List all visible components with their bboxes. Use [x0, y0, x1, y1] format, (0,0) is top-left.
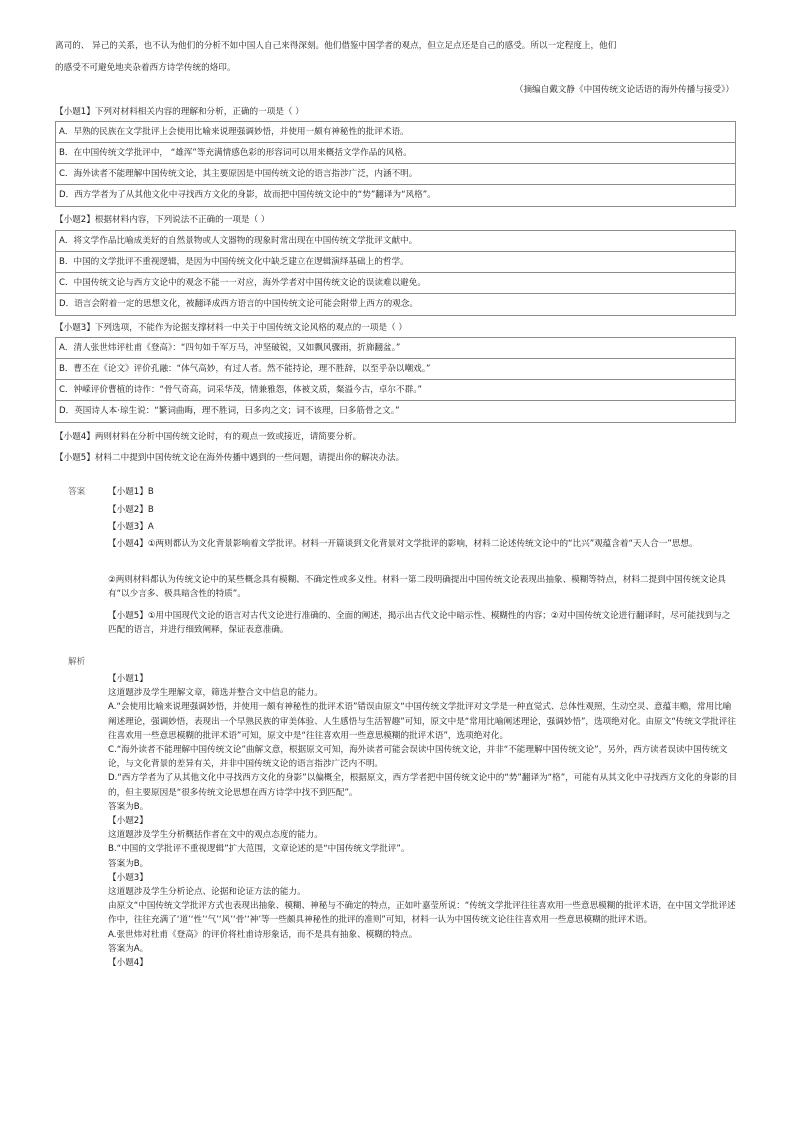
- question-1-options: [55, 121, 736, 207]
- question-1-stem: 【小题1】下列对材料相关内容的理解和分析，正确的一项是（ ）: [55, 107, 304, 117]
- analysis-line: C.“海外读者不能理解中国传统文论”曲解文意，根据原文可知，海外读者可能会误读中国传统文论，并非“不能理解中国传统文论”，另外，西方读者误读中国传统文论，与文化背景的差异有关，并非中国传统文论的语言指涉广泛内不明。: [108, 745, 728, 770]
- intro-line-2: 的感受不可避免地夹杂着西方诗学传统的烙印。: [55, 63, 236, 73]
- source-citation: （摘编自戴文静《中国传统文论话语的海外传播与接受》）: [514, 85, 734, 95]
- question-5-stem: 【小题5】材料二中提到中国传统文论在海外传播中遇到的一些问题，请提出你的解决办法。: [55, 453, 405, 463]
- answer-5: 【小题5】①用中国现代文论的语言对古代文论进行准确的、全面的阐述，揭示出古代文论中暗示性、模糊性的内容；②对中国传统文论进行翻译时，尽可能找到与之匹配的语言，并进行细致阐释，保证表意准确。: [108, 611, 731, 635]
- q1-option-c[interactable]: C．海外读者不能理解中国传统文论，其主要原因是中国传统文论的语言指涉广泛，内涵不明。: [56, 164, 735, 185]
- question-2-options: [55, 230, 736, 316]
- question-4-stem: 【小题4】两则材料在分析中国传统文论时，有的观点一致或接近，请简要分析。: [55, 432, 362, 442]
- analysis-line: 答案为B。: [108, 801, 149, 812]
- q2-option-c[interactable]: C．中国传统文论与西方文论中的观念不能一一对应，海外学者对中国传统文论的误读难以避免。: [56, 273, 735, 294]
- analysis-line: 【小题2】: [108, 816, 148, 827]
- question-3-options: [55, 337, 736, 423]
- answer-label: 答案: [68, 487, 86, 497]
- answer-2: 【小题2】B: [108, 505, 154, 515]
- intro-line-1: 离司的、 异己的关系，也不认为他们的分析不如中国人自己来得深刻。他们借鉴中国学者的观点，但立足点还是自己的感受。所以一定程度上，他们: [55, 41, 617, 51]
- analysis-line: D.“西方学者为了从其他文化中寻找西方文化的身影”以偏概全，根据原文，西方学者把中国传统文论中的“势”翻译为“格”，可能有从其文化中寻找西方文化的身影的目的，但主要原因是“很多传统文论思想在西方诗学中找不到匹配”。: [108, 773, 738, 798]
- analysis-line: 这道题涉及学生理解文章，筛选并整合文中信息的能力。: [108, 688, 323, 699]
- answer-3: 【小题3】A: [108, 522, 154, 532]
- q1-option-d[interactable]: D．西方学者为了从其他文化中寻找西方文化的身影，故而把中国传统文论中的“势”翻译为“风格”。: [59, 190, 436, 200]
- answer-4-part-1: 【小题4】①两则都认为文化背景影响着文学批评。材料一开篇谈到文化背景对文学批评的影响，材料二论述传统文论中的“比兴”观蕴含着“天人合一”思想。: [108, 539, 698, 549]
- q2-option-d[interactable]: D．语言会附着一定的思想文化，被翻译成西方语言的中国传统文论可能会附带上西方的观念。: [59, 299, 418, 309]
- analysis-line: 这道题涉及学生分析概括作者在文中的观点态度的能力。: [108, 830, 323, 841]
- analysis-line: A.“会使用比喻来说理强调妙悟，并使用一颇有神秘性的批评术语”错误由原文“中国传统文学批评对文学是一种直觉式、总体性观照，生动空灵、意蕴丰赡，常用比喻阐述理论，强调妙悟，表现出一个早熟民族的审美体验、人生感悟与生活智趣”可知，原文中是“常用比喻阐述理论，强调妙悟”，选项绝对化。由原文“传统文学批评往往喜欢用一些意思模糊的批评术语”可知，原文中是“往往喜欢用一些意思模糊的批评术语”，选项绝对化。: [108, 702, 736, 741]
- question-3-stem: 【小题3】下列选项，不能作为论据支撑材料一中关于中国传统文论风格的观点的一项是（ ）: [55, 323, 407, 333]
- analysis-line: 【小题1】: [108, 674, 148, 684]
- analysis-line: B.“中国的文学批评不重视逻辑”扩大范围，文章论述的是“中国传统文学批评”。: [108, 844, 410, 855]
- q3-option-d[interactable]: D．英国诗人本·琼生说：“繁词曲晦，理不胜词，曰多肉之文；词不该理，曰多筋骨之文。”: [59, 406, 400, 416]
- analysis-line: A.张世炜对杜甫《登高》的评价将杜甫诗形象话，而不是具有抽象、模糊的特点。: [108, 929, 418, 940]
- analysis-body: [108, 672, 738, 970]
- analysis-line: 【小题3】: [108, 872, 148, 883]
- answer-1: 【小题1】B: [108, 487, 154, 497]
- analysis-line: 【小题4】: [108, 958, 148, 969]
- analysis-line: 由原文“中国传统文学批评方式也表现出抽象、模糊、神秘与不确定的特点，正如叶嘉莹所说：“传统文学批评往往喜欢用一些意思模糊的批评术语，在中国文学批评述作中，往往充满了‘道’‘性’‘气’‘风’‘骨’‘神’等一些颇具神秘性的批评的准则”可知，材料一认为中国传统文论往往喜欢用一些意思模糊的批评术语。: [108, 901, 736, 926]
- q1-option-a[interactable]: A．早熟的民族在文学批评上会使用比喻来说理强调妙悟，并使用一颇有神秘性的批评术语。: [56, 122, 735, 143]
- q3-option-c[interactable]: C．钟嵘评价曹植的诗作：“骨气奇高，词采华茂，情兼雅怨，体被文质，粲溢今古，卓尔不群。”: [56, 380, 735, 401]
- q2-option-a[interactable]: A．将文学作品比喻成美好的自然景物或人文器物的现象时常出现在中国传统文学批评文献中。: [56, 231, 735, 252]
- analysis-line: 答案为A。: [108, 943, 149, 954]
- analysis-line: 这道题涉及学生分析论点、论据和论证方法的能力。: [108, 887, 306, 898]
- q2-option-b[interactable]: B．中国的文学批评不重视逻辑，是因为中国传统文化中缺乏建立在逻辑演绎基础上的哲学。: [56, 252, 735, 273]
- q3-option-b[interactable]: B．曹丕在《论文》评价孔融：“体气高妙，有过人者。然不能持论，理不胜辞，以至乎杂以嘲戏。”: [56, 359, 735, 380]
- q3-option-a[interactable]: A．清人张世炜评杜甫《登高》：“四句如千军万马，冲坚破锐，又如飘风骤雨，折旆翻盆。”: [56, 338, 735, 359]
- answer-4-part-2: ②两则材料都认为传统文论中的某些概念具有模糊、不确定性或多义性。材料一第二段明确提出中国传统文论表现出抽象、模糊等特点，材料二提到中国传统文论具有“以少言多、极具暗含性的特质”。: [108, 575, 726, 599]
- analysis-line: 答案为B。: [108, 858, 149, 869]
- analysis-label: 解析: [68, 657, 86, 667]
- q1-option-b[interactable]: B．在中国传统文学批评中， “雄浑”等充满情感色彩的形容词可以用来概括文学作品的风格。: [56, 143, 735, 164]
- question-2-stem: 【小题2】根据材料内容，下列说法不正确的一项是（ ）: [55, 215, 270, 225]
